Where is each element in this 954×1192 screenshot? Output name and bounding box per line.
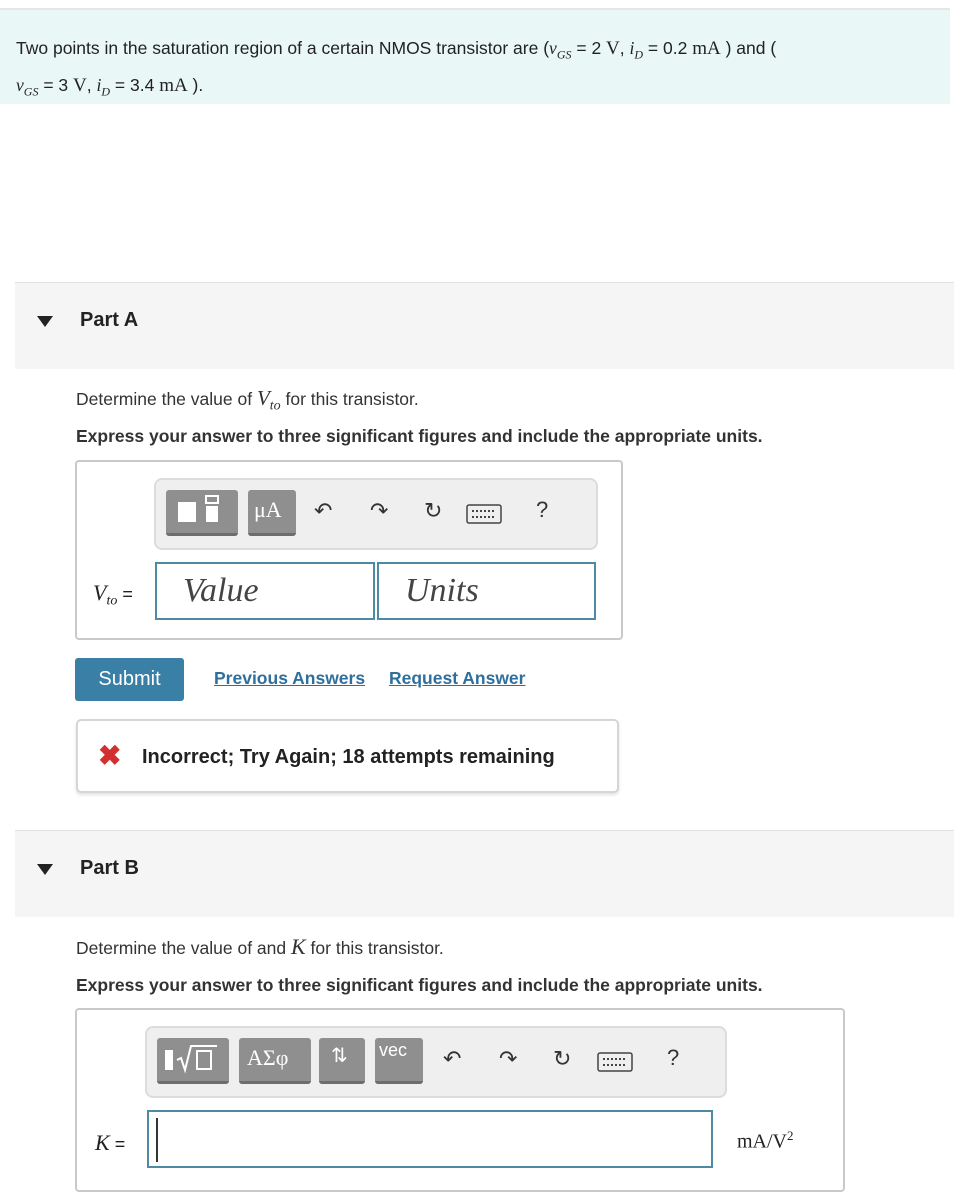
- fraction-template-icon: [166, 490, 238, 530]
- part-a-question: Determine the value of $V_{to}$ for this transistor.: [76, 386, 419, 414]
- units-button[interactable]: μA: [248, 490, 296, 536]
- collapse-arrow-icon[interactable]: [37, 864, 53, 875]
- part-a-answer-box: [75, 460, 623, 640]
- part-b-title: Part B: [80, 857, 139, 879]
- text-cursor: [156, 1118, 158, 1162]
- submit-button[interactable]: Submit: [75, 658, 184, 701]
- keyboard-icon[interactable]: [466, 504, 502, 524]
- feedback-text: Incorrect; Try Again; 18 attempts remaining: [142, 746, 555, 768]
- undo-icon[interactable]: ↶: [443, 1046, 462, 1071]
- help-icon[interactable]: ?: [536, 497, 549, 522]
- part-a-header[interactable]: [15, 282, 954, 369]
- k-value-input[interactable]: [147, 1110, 713, 1168]
- part-a-math-toolbar: [154, 478, 598, 550]
- part-b-variable-label: K =: [95, 1130, 126, 1155]
- arrows-button[interactable]: [319, 1038, 365, 1084]
- undo-icon[interactable]: ↶: [314, 498, 333, 523]
- problem-statement: Two points in the saturation region of a certain NMOS transistor are ($v_{GS} = 2$ V, $i_D = 0.2$ mA ) and ( $v_{GS} = 3$ V, $i_D = 3.4$ mA ).: [16, 38, 777, 98]
- keyboard-icon[interactable]: [597, 1052, 633, 1072]
- collapse-arrow-icon[interactable]: [37, 316, 53, 327]
- previous-answers-link[interactable]: Previous Answers: [214, 668, 366, 688]
- part-b-header[interactable]: [15, 830, 954, 917]
- value-input[interactable]: Value: [155, 562, 375, 620]
- part-a-title: Part A: [80, 309, 139, 331]
- greek-symbols-button[interactable]: ΑΣφ: [239, 1038, 311, 1084]
- part-a-variable-label: $V_{to}$ =: [93, 580, 133, 609]
- units-input[interactable]: Units: [377, 562, 596, 620]
- incorrect-x-icon: ✖: [98, 740, 122, 771]
- redo-icon[interactable]: ↷: [499, 1046, 518, 1071]
- reset-icon[interactable]: ↻: [424, 498, 443, 523]
- part-b-math-toolbar: [145, 1026, 727, 1098]
- part-b-instruction: Express your answer to three significant figures and include the appropriate units.: [76, 975, 763, 995]
- reset-icon[interactable]: ↻: [553, 1046, 572, 1071]
- feedback-box: [76, 719, 619, 793]
- part-b-question: Determine the value of and K for this transistor.: [76, 934, 444, 959]
- redo-icon[interactable]: ↷: [370, 498, 389, 523]
- template-radical-button[interactable]: [157, 1038, 229, 1084]
- request-answer-link[interactable]: Request Answer: [389, 668, 526, 688]
- part-a-instruction: Express your answer to three significant figures and include the appropriate units.: [76, 426, 763, 446]
- help-icon[interactable]: ?: [667, 1045, 680, 1070]
- k-unit-label: $mA/V^2$: [737, 1128, 794, 1153]
- up-down-arrows-icon: ⇅: [331, 1045, 348, 1067]
- part-b-answer-box: [75, 1008, 845, 1192]
- template-button[interactable]: [166, 490, 238, 536]
- radical-template-icon: [157, 1038, 229, 1078]
- vector-button[interactable]: vec: [375, 1038, 423, 1084]
